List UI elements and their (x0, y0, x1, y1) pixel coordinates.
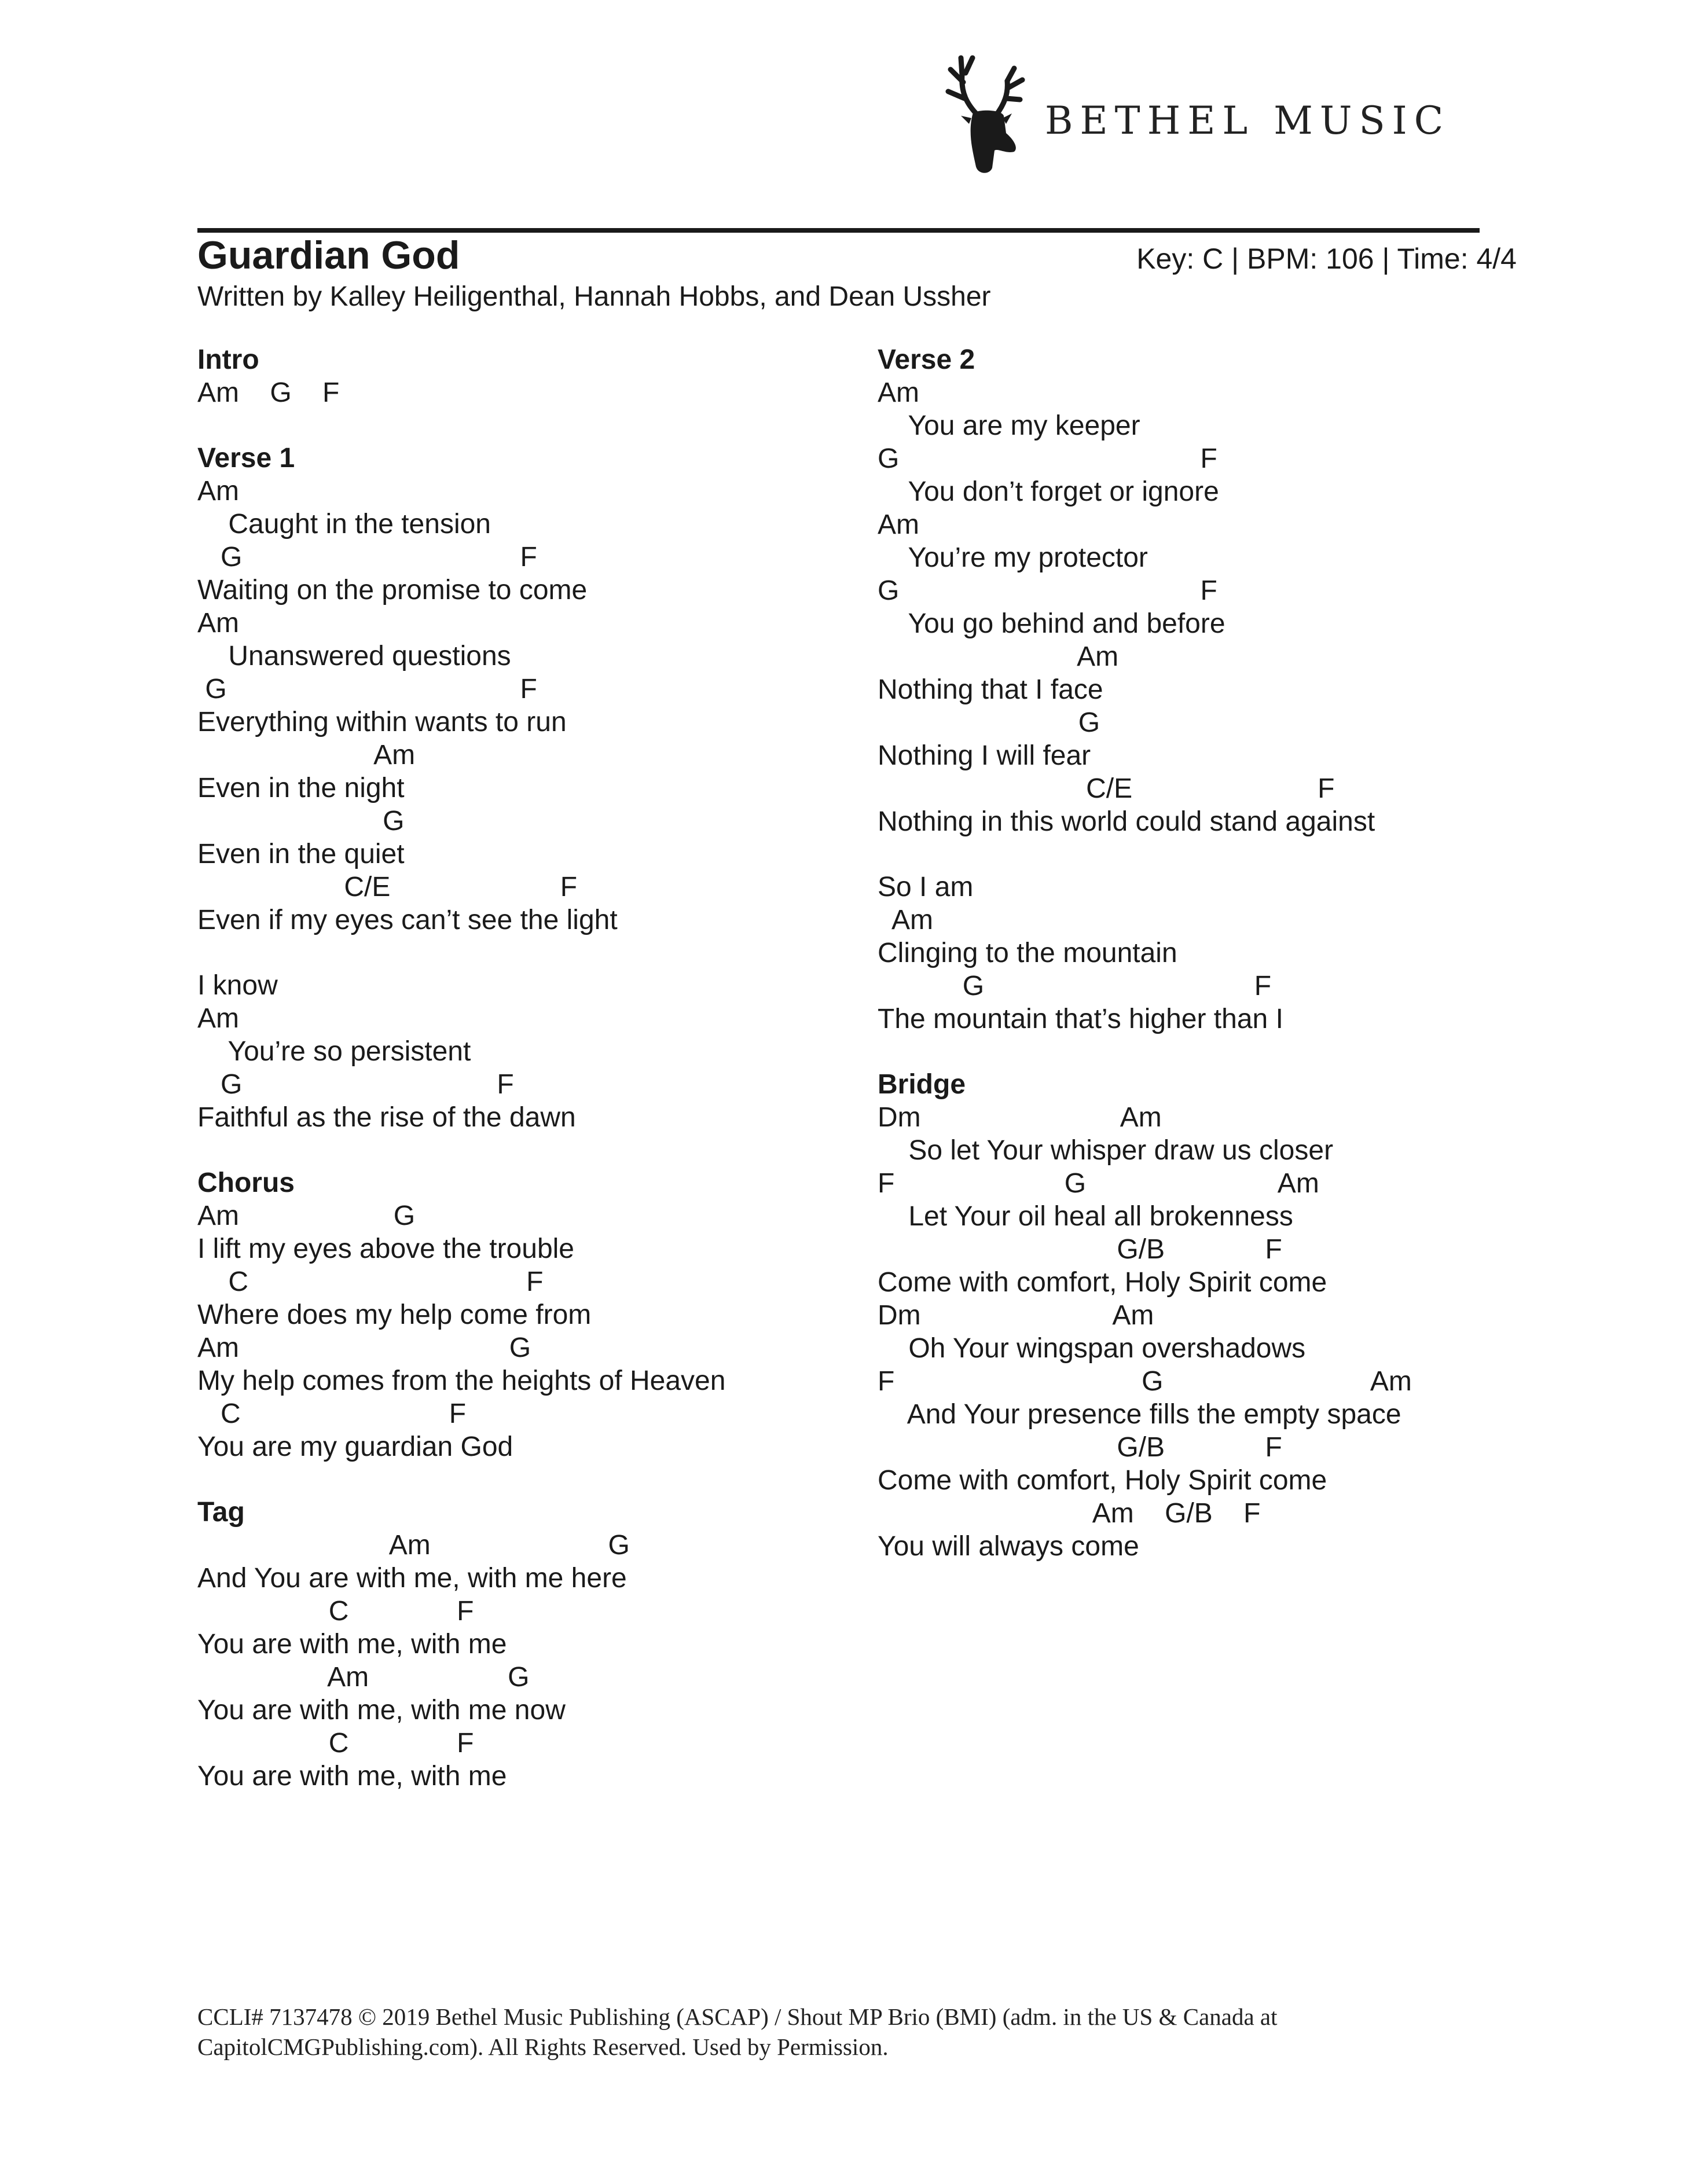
chord-line: Dm Am (878, 1102, 1162, 1133)
lyric-line: Clinging to the mountain (878, 938, 1177, 968)
chord-line: Am G (197, 1530, 630, 1561)
copyright-line-1: CCLI# 7137478 © 2019 Bethel Music Publishing (ASCAP) / Shout MP Brio (BMI) (adm. in the US & Canada at (197, 2003, 1278, 2030)
chord-line: C/E F (197, 872, 578, 902)
lyric-line: Nothing that I face (878, 674, 1103, 705)
lyric-line: You are my guardian God (197, 1431, 513, 1462)
chord-line: Am G (197, 1333, 531, 1363)
chord-line: Am (197, 608, 239, 638)
section-heading: Chorus (197, 1168, 295, 1198)
lyric-line: I know (197, 970, 278, 1001)
chord-line: G F (197, 674, 537, 704)
song-section (197, 1166, 834, 1463)
chord-line: G/B F (878, 1432, 1282, 1463)
chord-line: Am G/B F (878, 1498, 1261, 1529)
deer-head-icon (938, 46, 1036, 179)
chord-line: G (197, 806, 405, 836)
lyric-line: My help comes from the heights of Heaven (197, 1366, 726, 1396)
lyric-line: Come with comfort, Holy Spirit come (878, 1465, 1327, 1496)
chord-line: C F (197, 1399, 467, 1429)
lyric-line: Come with comfort, Holy Spirit come (878, 1267, 1327, 1298)
song-section (197, 1496, 834, 1793)
chord-line: Am (197, 476, 239, 506)
lyric-line: So I am (878, 872, 974, 902)
brand-logo (938, 46, 1459, 179)
song-section (878, 1068, 1514, 1563)
chord-line: Am (878, 509, 919, 540)
lyric-line: So let Your whisper draw us closer (878, 1135, 1334, 1166)
lyric-line: Even if my eyes can’t see the light (197, 905, 618, 935)
chord-line: Am (878, 377, 919, 408)
chord-line: G F (878, 443, 1217, 474)
left-column (197, 343, 834, 1825)
chord-line: Am (197, 740, 416, 770)
lyric-line: The mountain that’s higher than I (878, 1004, 1283, 1034)
chord-line: Dm Am (878, 1300, 1154, 1331)
lyric-line: You are with me, with me (197, 1629, 507, 1660)
lyric-line: Where does my help come from (197, 1300, 592, 1330)
section-heading: Intro (197, 344, 259, 375)
chord-line: C F (197, 1596, 474, 1627)
chord-line: G/B F (878, 1234, 1282, 1265)
chord-line: F G Am (878, 1366, 1412, 1397)
chord-line: G F (878, 575, 1217, 606)
section-heading: Bridge (878, 1069, 966, 1100)
chord-line: G (878, 707, 1100, 738)
song-writers: Written by Kalley Heiligenthal, Hannah Hobbs, and Dean Ussher (197, 281, 991, 312)
lyric-line: Nothing I will fear (878, 740, 1091, 771)
chord-line: Am G (197, 1662, 530, 1693)
lyric-line: Oh Your wingspan overshadows (878, 1333, 1306, 1364)
lyric-line: You will always come (878, 1531, 1139, 1562)
song-title: Guardian God (197, 233, 460, 277)
lyric-line: I lift my eyes above the trouble (197, 1234, 574, 1264)
lyric-line: You’re my protector (878, 542, 1148, 573)
lyric-line: You are with me, with me now (197, 1695, 566, 1726)
lyric-line: You don’t forget or ignore (878, 476, 1219, 507)
lyric-line: Even in the night (197, 773, 405, 803)
lyric-line: And You are with me, with me here (197, 1563, 627, 1594)
lyric-line: Nothing in this world could stand against (878, 806, 1375, 837)
lyric-line: You go behind and before (878, 608, 1225, 639)
chord-line: G F (197, 542, 537, 572)
section-heading: Verse 2 (878, 344, 975, 375)
chord-line: Am (878, 641, 1119, 672)
chord-line: Am G (197, 1201, 416, 1231)
lyric-line: You’re so persistent (197, 1036, 471, 1067)
section-heading: Verse 1 (197, 443, 295, 473)
chord-line: Am (878, 905, 934, 935)
lyric-line: Faithful as the rise of the dawn (197, 1102, 576, 1133)
chord-line: Am (197, 1003, 239, 1034)
chord-line: C F (197, 1267, 544, 1297)
lyric-line: Unanswered questions (197, 641, 511, 671)
brand-name: BETHEL MUSIC (1045, 98, 1451, 143)
chord-line: Am G F (197, 377, 340, 408)
lyric-line: Caught in the tension (197, 509, 491, 539)
song-section (197, 969, 834, 1134)
header-rule (197, 228, 1480, 233)
lyric-line: You are my keeper (878, 410, 1140, 441)
lyric-line: Even in the quiet (197, 839, 405, 869)
lyric-line: And Your presence fills the empty space (878, 1399, 1401, 1430)
song-section (197, 343, 834, 409)
section-heading: Tag (197, 1497, 245, 1528)
copyright-line-2: CapitolCMGPublishing.com). All Rights Reserved. Used by Permission. (197, 2033, 889, 2060)
chord-line: F G Am (878, 1168, 1319, 1199)
lyric-line: Waiting on the promise to come (197, 575, 588, 605)
lyric-line: Everything within wants to run (197, 707, 567, 737)
right-column (878, 343, 1514, 1595)
song-section (878, 343, 1514, 838)
copyright-footer (197, 2002, 1471, 2062)
lyric-line: Let Your oil heal all brokenness (878, 1201, 1293, 1232)
chord-line: G F (878, 971, 1272, 1001)
lyric-line: You are with me, with me (197, 1761, 507, 1792)
chord-line: G F (197, 1069, 514, 1100)
song-meta: Key: C | BPM: 106 | Time: 4/4 (1136, 243, 1517, 275)
song-section (878, 871, 1514, 1036)
chord-line: C F (197, 1728, 474, 1759)
song-section (197, 442, 834, 937)
chord-line: C/E F (878, 773, 1335, 804)
